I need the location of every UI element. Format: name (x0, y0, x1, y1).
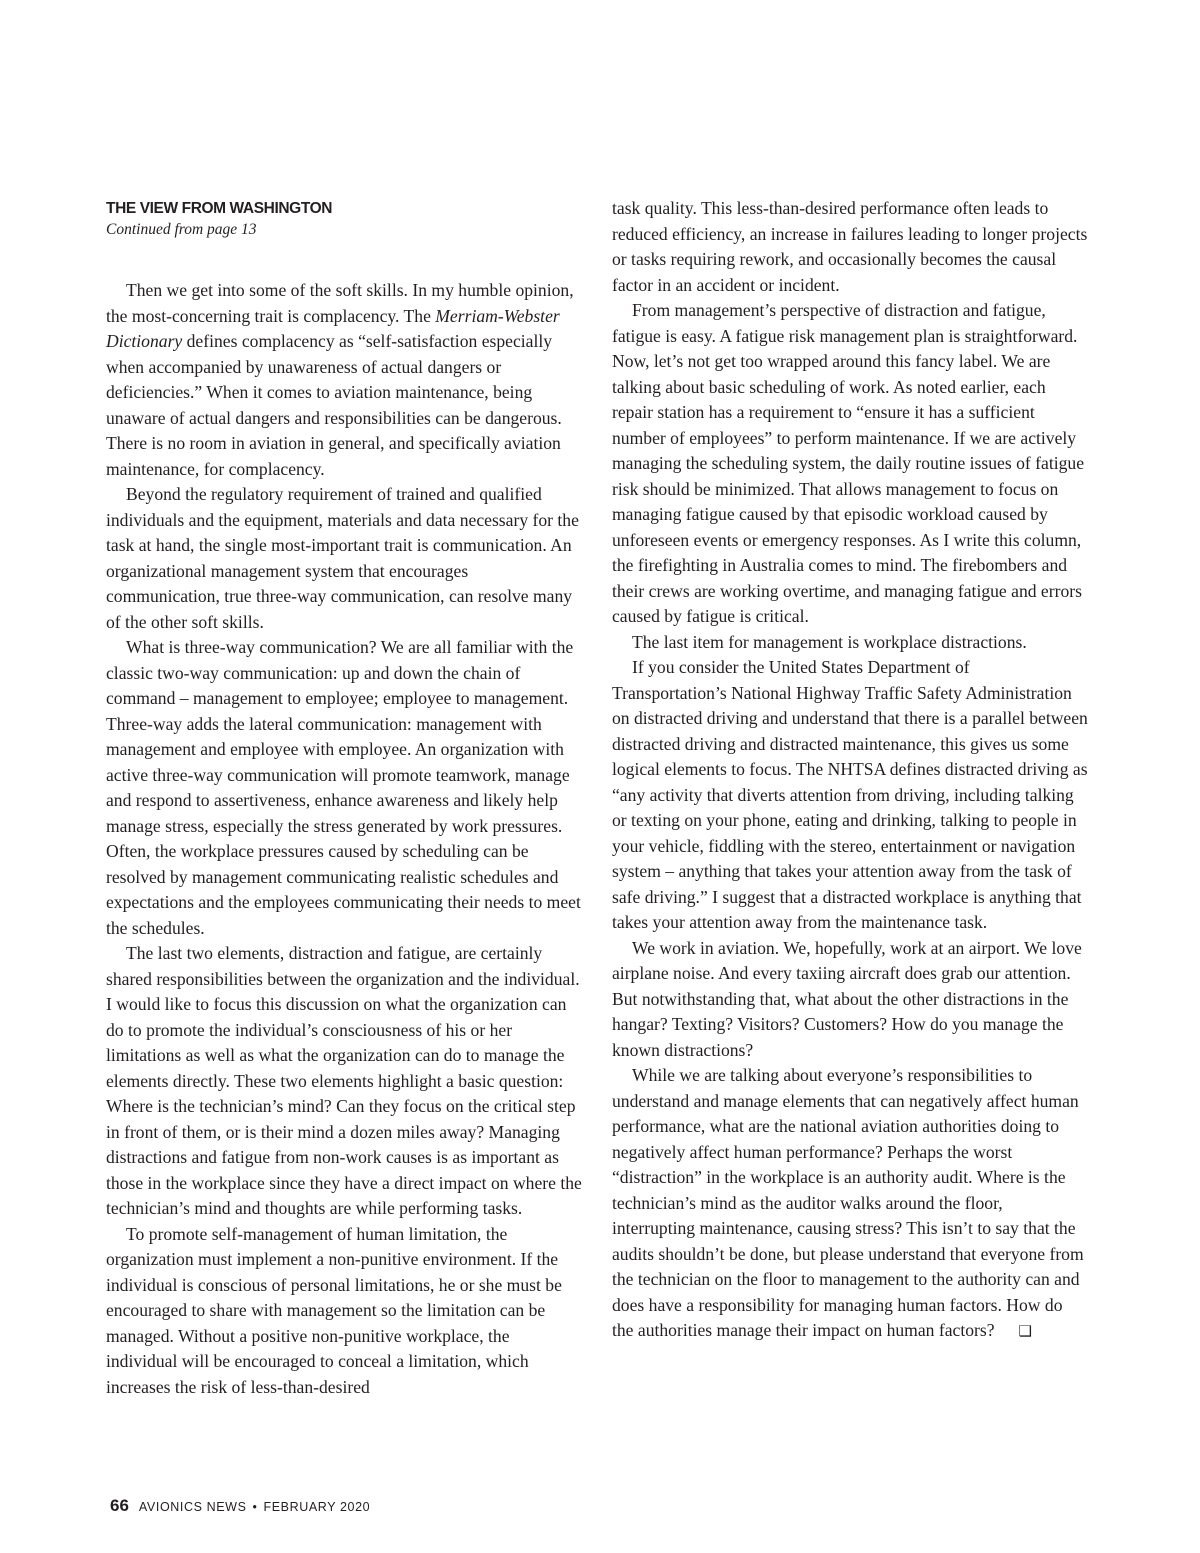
dictionary-title: Merriam-Webster Dictionary (106, 305, 560, 351)
issue-date: FEBRUARY 2020 (263, 1500, 371, 1514)
paragraph-non-punitive: To promote self-management of human limitation, the organization must implement a non-punitive environment. If the individual is conscious of personal limitations, he or she must be encouraged to share with management so the limitation can be managed. Without a positive non-punitive workplace, the individual will be encouraged to conceal a limitation, which increases the risk of less-than-desired (106, 1223, 562, 1397)
paragraph-workplace-distractions: The last item for management is workplace distractions. (632, 631, 1027, 652)
left-column (106, 196, 582, 1400)
paragraph-task-quality: task quality. This less-than-desired performance often leads to reduced efficiency, an increase in failures leading to longer projects or tasks requiring rework, and occasionally becomes the causal factor in an accident or incident. (612, 198, 1088, 295)
paragraph-complacency-end: defines complacency as “self-satisfaction especially when accompanied by unawareness of actual dangers or deficiencies.” When it comes to aviation maintenance, being unaware of actual dangers and responsibilities can be dangerous. There is no room in aviation in general, and specifically aviation maintenance, for complacency. (106, 331, 562, 479)
paragraph-communication: Beyond the regulatory requirement of trained and qualified individuals and the equipment, materials and data necessary for the task at hand, the single most-important trait is communication. An organizational management system that encourages communication, true three-way communication, can resolve many of the other soft skills. (106, 484, 579, 632)
paragraph-authorities-text: While we are talking about everyone’s responsibilities to understand and manage elements that can negatively affect human performance, what are the national aviation authorities doing to negatively affect human performance? Perhaps the worst “distraction” in the workplace is an authority audit. Where is the technician’s mind as the auditor walks around the floor, interrupting maintenance, causing stress? This isn’t to say that the audits shouldn’t be done, but please understand that everyone from the technician on the floor to management to the authority can and does have a responsibility for managing human factors. How do the authorities manage their impact on human factors? (612, 1065, 1084, 1340)
paragraph-complacency-start: Then we get into some of the soft skills. In my humble opinion, the most-concerning trait is complacency. The (106, 280, 574, 326)
right-column (612, 196, 1088, 1346)
paragraph-three-way: What is three-way communication? We are all familiar with the classic two-way communication: up and down the chain of command – management to employee; employee to management. Three-way adds the lateral communication: management with management and employee with employee. An organization with active three-way communication will promote teamwork, manage and respond to assertiveness, enhance awareness and likely help manage stress, especially the stress generated by work pressures. Often, the workplace pressures caused by scheduling can be resolved by management communicating realistic schedules and expectations and the employees communicating their needs to meet the schedules. (106, 637, 581, 938)
section-title: THE VIEW FROM WASHINGTON (106, 200, 333, 217)
paragraph-fatigue-plan: From management’s perspective of distraction and fatigue, fatigue is easy. A fatigue risk management plan is straightforward. Now, let’s not get too wrapped around this fancy label. We are talking about basic scheduling of work. As noted earlier, each repair station has a requirement to “ensure it has a sufficient number of employees” to perform maintenance. If we are actively managing the scheduling system, the daily routine issues of fatigue risk should be minimized. That allows management to focus on managing fatigue caused by that episodic workload caused by unforeseen events or emergency responses. As I write this column, the firefighting in Australia comes to mind. The firebombers and their crews are working overtime, and managing fatigue and errors caused by fatigue is critical. (612, 300, 1084, 626)
footer-separator: • (252, 1500, 258, 1514)
page-number: 66 (110, 1496, 129, 1515)
publication-name: AVIONICS NEWS (138, 1500, 247, 1514)
paragraph-aviation: We work in aviation. We, hopefully, work at an airport. We love airplane noise. And every taxiing aircraft does grab our attention. But notwithstanding that, what about the other distractions in the hangar? Texting? Visitors? Customers? How do you manage the known distractions? (612, 937, 1082, 1060)
page-footer (110, 1496, 370, 1517)
paragraph-complacency (106, 278, 582, 482)
end-mark-icon: ❑ (1018, 1324, 1032, 1340)
paragraph-distraction-fatigue: The last two elements, distraction and fatigue, are certainly shared responsibilities between the organization and the individual. I would like to focus this discussion on what the organization can do to promote the individual’s consciousness of his or her limitations as well as what the organization can do to manage the elements directly. These two elements highlight a basic question: Where is the technician’s mind? Can they focus on the critical step in front of them, or is their mind a dozen miles away? Managing distractions and fatigue from non-work causes is as important as those in the workplace since they have a direct impact on where the technician’s mind and thoughts are while performing tasks. (106, 943, 582, 1218)
paragraph-nhtsa: If you consider the United States Department of Transportation’s National Highway Traffic Safety Administration on distracted driving and understand that there is a parallel between distracted driving and distracted maintenance, this gives us some logical elements to focus. The NHTSA defines distracted driving as “any activity that diverts attention from driving, including talking or texting on your phone, eating and drinking, talking to people in your vehicle, fiddling with the stereo, entertainment or navigation system – anything that takes your attention away from the task of safe driving.” I suggest that a distracted workplace is anything that takes your attention away from the maintenance task. (612, 657, 1088, 932)
paragraph-authorities (612, 1063, 1088, 1346)
continued-note: Continued from page 13 (106, 221, 257, 238)
